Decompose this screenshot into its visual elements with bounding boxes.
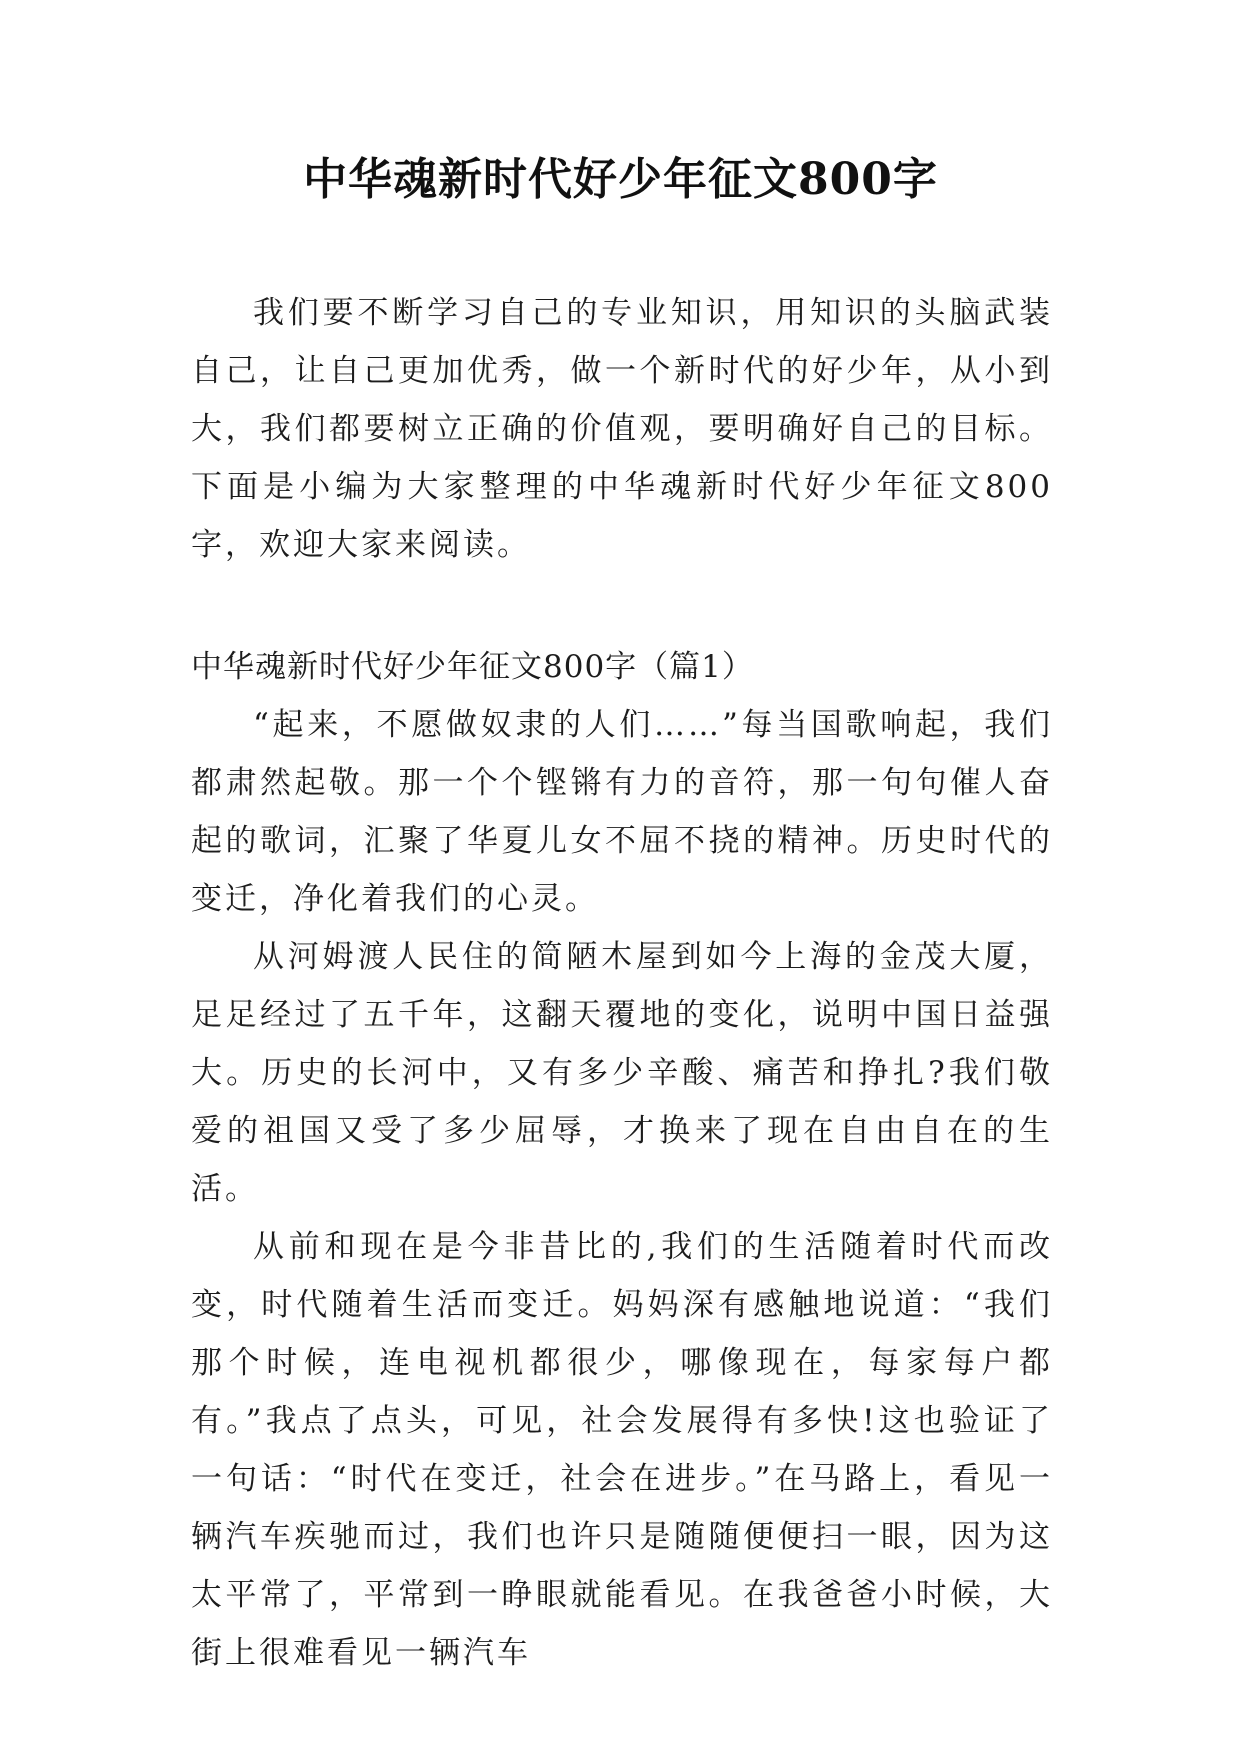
section-1: [191, 638, 1053, 1682]
document-title: 中华魂新时代好少年征文800字: [303, 154, 938, 205]
section-paragraph-2: 从河姆渡人民住的简陋木屋到如今上海的金茂大厦，足足经过了五千年，这翻天覆地的变化，说明中国日益强大。历史的长河中，又有多少辛酸、痛苦和挣扎?我们敬爱的祖国又受了多少屈辱，才换来了现在自由自在的生活。: [191, 939, 1053, 1207]
section-paragraph-1: “起来，不愿做奴隶的人们……”每当国歌响起，我们都肃然起敬。那一个个铿锵有力的音符，那一句句催人奋起的歌词，汇聚了华夏儿女不屈不挠的精神。历史时代的变迁，净化着我们的心灵。: [191, 707, 1053, 917]
intro-block: [191, 284, 1053, 574]
section-paragraph-3: 从前和现在是今非昔比的,我们的生活随着时代而改变，时代随着生活而变迁。妈妈深有感触地说道：“我们那个时候，连电视机都很少，哪像现在，每家每户都有。”我点了点头，可见，社会发展得有多快!这也验证了一句话：“时代在变迁，社会在进步。”在马路上，看见一辆汽车疾驰而过，我们也许只是随随便便扫一眼，因为这太平常了，平常到一睁眼就能看见。在我爸爸小时候，大街上很难看见一辆汽车: [191, 1229, 1053, 1671]
section-heading: 中华魂新时代好少年征文800字（篇1）: [191, 649, 754, 685]
intro-paragraph: 我们要不断学习自己的专业知识，用知识的头脑武装自己，让自己更加优秀，做一个新时代的好少年，从小到大，我们都要树立正确的价值观，要明确好自己的目标。下面是小编为大家整理的中华魂新时代好少年征文800字，欢迎大家来阅读。: [191, 295, 1053, 563]
